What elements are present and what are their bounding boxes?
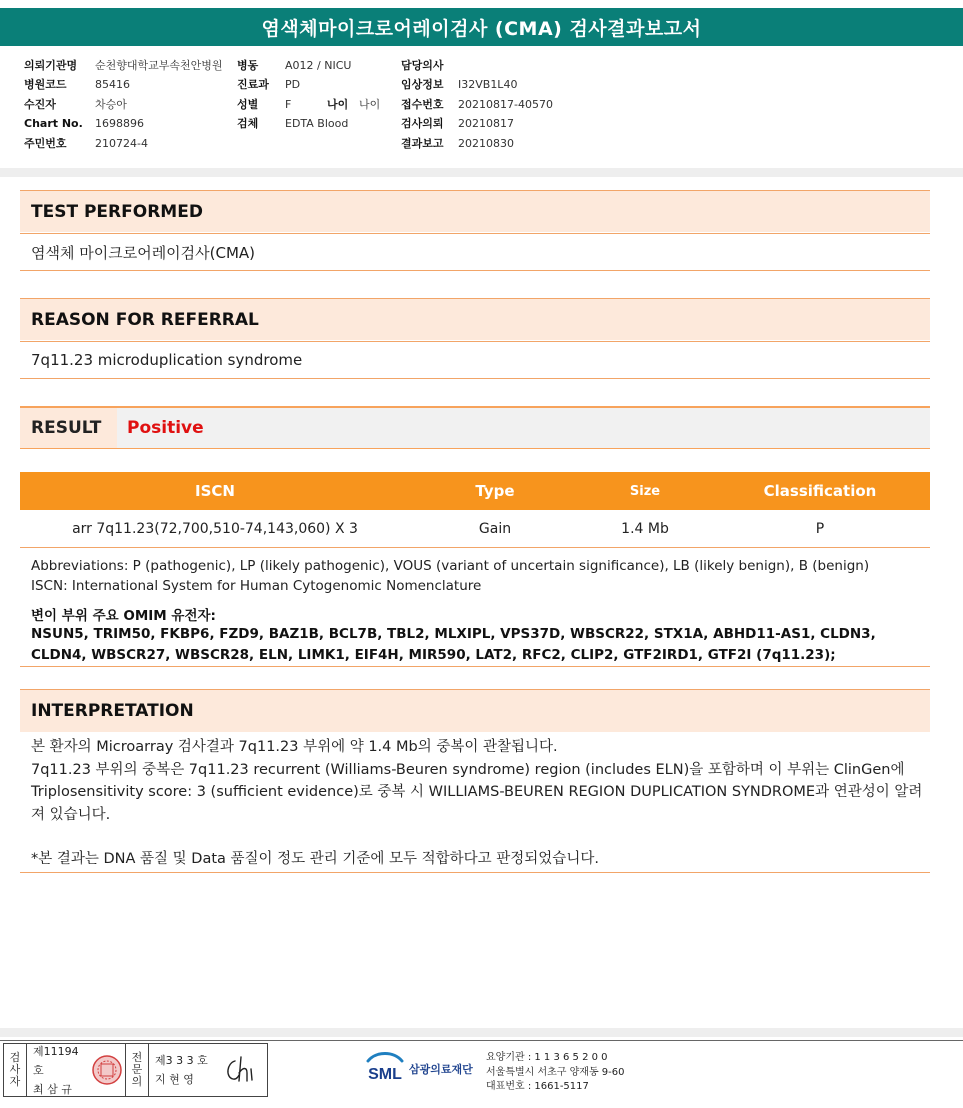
contact-line: 대표번호 : 1661-5117: [486, 1081, 589, 1092]
interpretation-line: 본 환자의 Microarray 검사결과 7q11.23 부위에 약 1.4 Mb의 중복이 관찰됩니다.: [31, 739, 558, 755]
interpretation-body: [31, 736, 931, 871]
result-value: Positive: [127, 418, 204, 438]
cell-size: 1.4 Mb: [621, 520, 669, 537]
company-name: 삼광의료재단: [409, 1063, 473, 1076]
info-value: 차승아: [95, 97, 127, 111]
specialist-name: 지 현 영: [155, 1073, 194, 1086]
col-classification-header: Classification: [763, 482, 877, 500]
report-title: 염색체마이크로어레이검사 (CMA) 검사결과보고서: [0, 8, 963, 46]
info-label: Chart No.: [24, 117, 83, 131]
cell-iscn: arr 7q11.23(72,700,510-74,143,060) X 3: [72, 520, 358, 537]
info-label: 성별: [237, 97, 259, 111]
patient-info-col3: [401, 56, 553, 153]
patient-info-col2: [237, 56, 380, 134]
info-label: 수진자: [24, 97, 56, 111]
info-label: 병원코드: [24, 78, 67, 92]
info-label: 의뢰기관명: [24, 59, 78, 72]
company-logo: [364, 1049, 473, 1089]
info-label: 검사의뢰: [401, 117, 444, 131]
col-iscn-header: ISCN: [195, 482, 235, 500]
contact-line: 요양기관 : 1 1 3 6 5 2 0 0: [486, 1052, 608, 1063]
header-divider: [0, 168, 963, 177]
interpretation-note: *본 결과는 DNA 품질 및 Data 품질이 정도 관리 기준에 모두 적합하다고 판정되었습니다.: [31, 851, 599, 867]
info-label: 주민번호: [24, 136, 67, 150]
info-label: 병동: [237, 59, 259, 72]
col-size-header: Size: [629, 483, 661, 499]
abbreviation-line: ISCN: International System for Human Cytogenomic Nomenclature: [31, 578, 482, 594]
section-divider: [20, 872, 930, 873]
signature-box: [3, 1043, 268, 1097]
info-value: EDTA Blood: [285, 117, 349, 131]
sml-logo-icon: [364, 1049, 406, 1089]
table-row: [20, 510, 930, 548]
info-value: PD: [285, 78, 301, 92]
age-label: 나이: [327, 97, 349, 111]
examiner-name: 최 삼 규: [33, 1082, 72, 1096]
test-performed-value: 염색체 마이크로어레이검사(CMA): [20, 233, 930, 271]
signature-icon: [217, 1044, 261, 1096]
test-performed-heading: TEST PERFORMED: [20, 190, 930, 232]
info-label: 진료과: [237, 78, 269, 92]
info-label: 검체: [237, 117, 259, 131]
result-row: [20, 406, 930, 449]
specialist-info: [149, 1044, 217, 1096]
info-value: I32VB1L40: [458, 78, 518, 92]
result-table-header: [20, 472, 930, 510]
interpretation-line: 7q11.23 부위의 중복은 7q11.23 recurrent (Williams-Beuren syndrome) region (includes ELN)을 포함하며 이 부위는 ClinGen에 Triplosensitivity score: 3 (sufficient evidence)로 중복 시 WILLIAMS-BEUREN REGION DUPLICATION SYNDROME과 연관성이 알려져 있습니다.: [31, 761, 923, 823]
footer-divider: [0, 1028, 963, 1037]
info-value: 20210830: [458, 136, 514, 150]
svg-text:SML: SML: [368, 1066, 402, 1083]
patient-info-col1: [24, 56, 223, 153]
info-label: 결과보고: [401, 136, 444, 150]
info-value: 1698896: [95, 117, 144, 131]
info-value: 85416: [95, 78, 130, 92]
abbreviation-line: Abbreviations: P (pathogenic), LP (likely pathogenic), VOUS (variant of uncertain significance), LB (likely benign), B (benign): [31, 558, 870, 574]
info-label: 접수번호: [401, 97, 444, 111]
cell-type: Gain: [478, 520, 512, 537]
result-heading: RESULT: [20, 408, 117, 448]
abbreviations: [31, 556, 869, 596]
age-value: 나이: [359, 97, 381, 111]
reason-heading: REASON FOR REFERRAL: [20, 298, 930, 340]
info-value: 210724-4: [95, 136, 148, 150]
info-value: 20210817: [458, 117, 514, 131]
info-value: 20210817-40570: [458, 97, 553, 111]
examiner-label: 검 사 자: [4, 1044, 27, 1096]
footer-line: [0, 1040, 963, 1041]
examiner-number: 제11194호: [33, 1044, 79, 1077]
info-label: 담당의사: [401, 59, 444, 72]
specialist-label: 전 문 의: [126, 1044, 149, 1096]
info-value: 순천향대학교부속천안병원: [95, 59, 223, 72]
seal-stamp-icon: [89, 1044, 126, 1096]
contact-info: [486, 1051, 625, 1095]
interpretation-heading: INTERPRETATION: [20, 689, 930, 732]
specialist-number: 제3 3 3 호: [155, 1054, 208, 1067]
info-value: F: [285, 97, 292, 111]
info-value: A012 / NICU: [285, 59, 352, 72]
contact-line: 서울특별시 서초구 양재동 9-60: [486, 1066, 625, 1078]
genes-list: NSUN5, TRIM50, FKBP6, FZD9, BAZ1B, BCL7B, TBL2, MLXIPL, VPS37D, WBSCR22, STX1A, ABHD11-AS1, CLDN3, CLDN4, WBSCR27, WBSCR28, ELN, LIMK1, EIF4H, MIR590, LAT2, RFC2, CLIP2, GTF2IRD1, GTF2I (7q11.23);: [31, 626, 876, 663]
reason-value: 7q11.23 microduplication syndrome: [20, 341, 930, 379]
col-type-header: Type: [475, 482, 515, 500]
cell-classification: P: [815, 520, 825, 537]
genes-label: 변이 부위 주요 OMIM 유전자:: [31, 608, 216, 624]
section-divider: [20, 666, 930, 667]
info-label: 임상정보: [401, 78, 444, 92]
examiner-info: [27, 1044, 89, 1096]
